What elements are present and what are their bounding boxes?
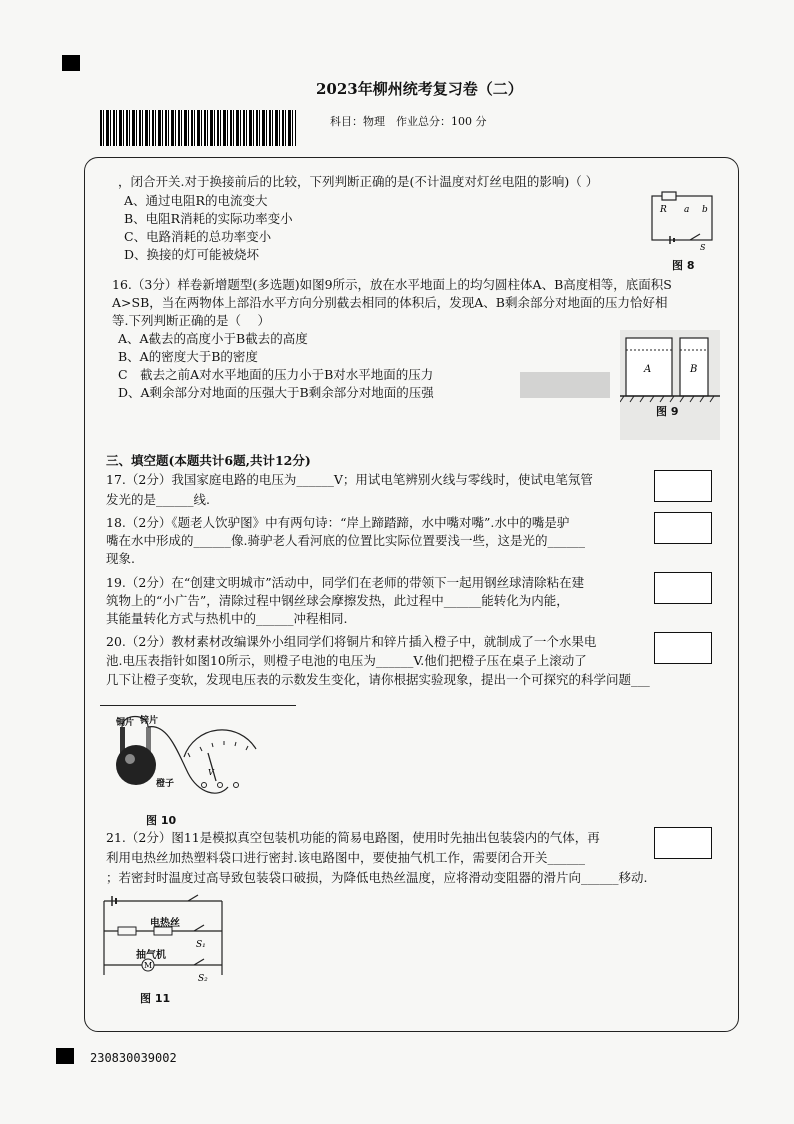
corner-mark-bottom xyxy=(56,1048,74,1064)
q15-option-b: B、电阻R消耗的实际功率变小 xyxy=(124,211,293,226)
q20-answer-line xyxy=(100,705,296,706)
q16-option-a: A、A截去的高度小于B截去的高度 xyxy=(118,331,308,346)
page-title: 2023年柳州统考复习卷（二） xyxy=(316,80,523,98)
svg-text:R: R xyxy=(660,205,667,215)
q15-option-c: C、电路消耗的总功率变小 xyxy=(124,229,272,244)
q16-option-d: D、A剩余部分对地面的压强大于B剩余部分对地面的压强 xyxy=(118,385,434,400)
q15-stem: ，闭合开关.对于换接前后的比较，下列判断正确的是(不计温度对灯丝电阻的影响)（ ） xyxy=(118,174,599,189)
q16-option-b: B、A的密度大于B的密度 xyxy=(118,349,258,364)
scan-smudge xyxy=(520,372,610,398)
q15-option-a: A、通过电阻R的电流变大 xyxy=(124,193,268,208)
figure-10-orange-label: 橙子 xyxy=(156,779,175,789)
section-3-heading: 三、填空题(本题共计6题,共计12分) xyxy=(106,453,311,468)
figure-11-circuit xyxy=(98,893,228,985)
q15-option-d: D、换接的灯可能被烧坏 xyxy=(124,247,260,262)
q21-line2: 利用电热丝加热塑料袋口进行密封.该电路图中，要使抽气机工作，需要闭合开关______ xyxy=(106,850,585,865)
page-subtitle: 科目：物理 作业总分：100 分 xyxy=(330,115,487,128)
figure-8-circuit xyxy=(640,190,720,250)
svg-text:S: S xyxy=(700,243,706,250)
q20-line2: 池.电压表指针如图10所示，则橙子电池的电压为______V.他们把橙子压在桌子上滚动了 xyxy=(106,653,587,668)
q19-line2: 筑物上的“小广告”，清除过程中钢丝球会摩擦发热，此过程中______能转化为内能， xyxy=(106,593,569,608)
q20-line3: 几下让橙子变软，发现电压表的示数发生变化，请你根据实验现象，提出一个可探究的科学问题___ xyxy=(106,672,650,687)
svg-text:A: A xyxy=(644,364,652,375)
svg-text:V: V xyxy=(208,768,214,777)
q20-line1: 20.（2分）教材素材改编课外小组同学们将铜片和锌片插入橙子中，就制成了一个水果电 xyxy=(106,634,597,649)
figure-10-copper-label: 铜片 xyxy=(116,718,135,728)
figure-11-heater-label: 电热丝 xyxy=(150,918,180,929)
q17-answer-box[interactable] xyxy=(654,470,712,502)
corner-mark-top xyxy=(62,55,80,71)
svg-text:b: b xyxy=(702,205,708,215)
figure-9-label: 图 9 xyxy=(656,405,679,418)
figure-10-label: 图 10 xyxy=(146,814,177,827)
q16-line2: A>SB，当在两物体上部沿水平方向分别截去相同的体积后，发现A、B剩余部分对地面的压力恰好相 xyxy=(112,295,668,310)
figure-9-cylinders xyxy=(620,330,720,440)
q20-answer-box[interactable] xyxy=(654,632,712,664)
q18-line2: 嘴在水中形成的______像.骑驴老人看河底的位置比实际位置要浅一些，这是光的______ xyxy=(106,533,585,548)
q18-line1: 18.（2分）《题老人饮驴图》中有两句诗：“岸上蹄踏蹄，水中嘴对嘴”.水中的嘴是驴 xyxy=(106,515,570,530)
svg-text:S₂: S₂ xyxy=(198,974,208,984)
q19-answer-box[interactable] xyxy=(654,572,712,604)
q21-line1: 21.（2分）图11是模拟真空包装机功能的简易电路图，使用时先抽出包装袋内的气体，再 xyxy=(106,830,600,845)
q21-answer-box[interactable] xyxy=(654,827,712,859)
q18-answer-box[interactable] xyxy=(654,512,712,544)
q16-line1: 16.（3分）样卷新增题型(多选题)如图9所示，放在水平地面上的均匀圆柱体A、B高度相等，底面积S xyxy=(112,277,672,292)
q21-line3: ；若密封时温度过高导致包装袋口破损，为降低电热丝温度，应将滑动变阻器的滑片向______移动. xyxy=(106,870,648,885)
figure-8-label: 图 8 xyxy=(672,259,695,272)
figure-11-pump-label: 抽气机 xyxy=(136,950,166,961)
q19-line3: 其能量转化方式与热机中的______冲程相同. xyxy=(106,611,348,626)
barcode xyxy=(100,110,296,146)
q17-line1: 17.（2分）我国家庭电路的电压为______V；用试电笔辨别火线与零线时，使试电笔氖管 xyxy=(106,472,593,487)
svg-text:M: M xyxy=(144,961,153,970)
figure-10-zinc-label: 锌片 xyxy=(140,716,159,726)
q16-option-c: C 截去之前A对水平地面的压力小于B对水平地面的压力 xyxy=(118,367,434,382)
figure-11-label: 图 11 xyxy=(140,992,171,1005)
q19-line1: 19.（2分）在“创建文明城市”活动中，同学们在老师的带领下一起用钢丝球清除粘在建 xyxy=(106,575,585,590)
q17-line2: 发光的是______线. xyxy=(106,492,210,507)
svg-text:a: a xyxy=(684,205,690,215)
svg-text:S₁: S₁ xyxy=(196,940,206,950)
q18-line3: 现象. xyxy=(106,551,135,566)
svg-text:B: B xyxy=(690,364,698,375)
q16-line3: 等.下列判断正确的是（ ） xyxy=(112,313,270,328)
footer-code: 230830039002 xyxy=(90,1051,177,1065)
